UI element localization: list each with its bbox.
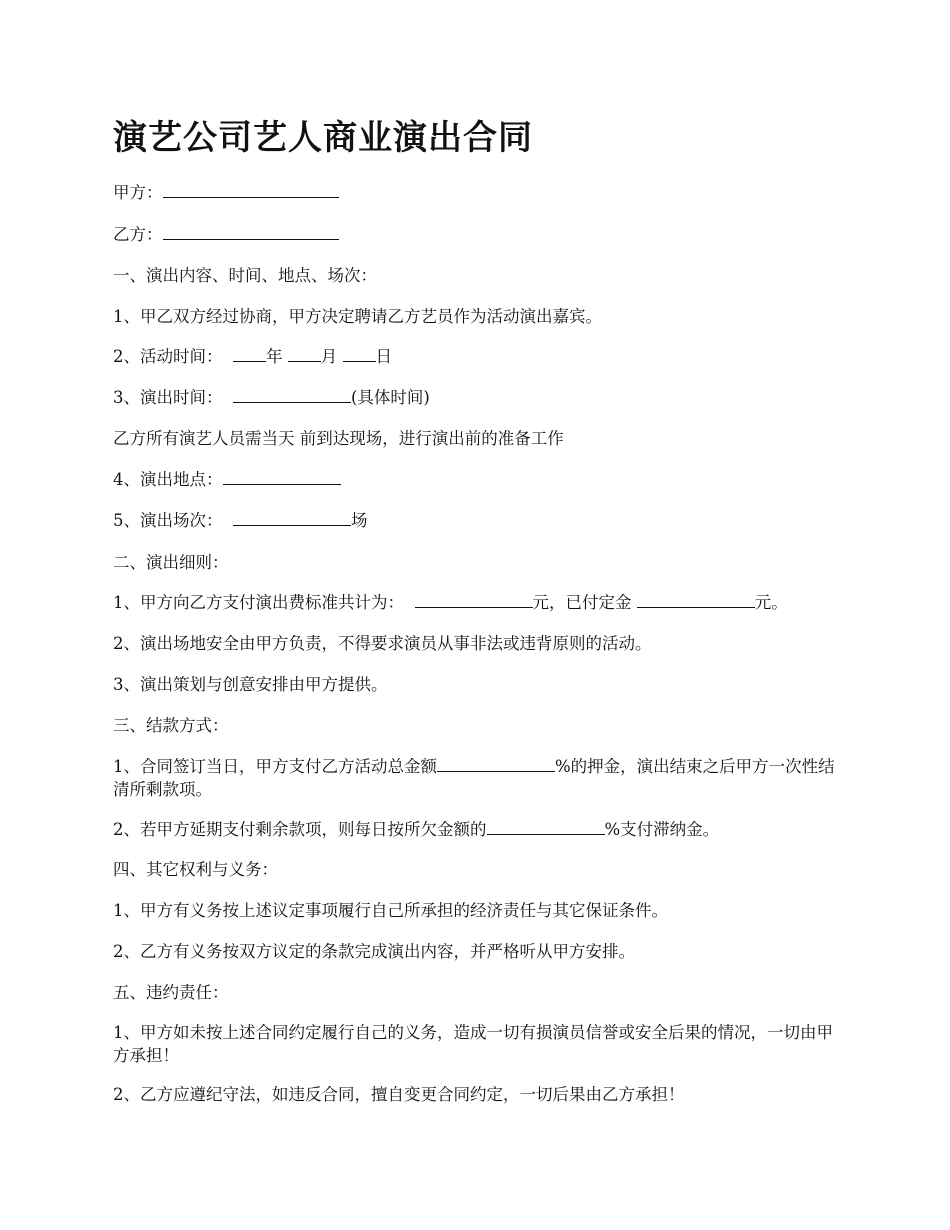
deposit-percent-pre: 1、合同签订当日，甲方支付乙方活动总金额: [113, 757, 437, 776]
sessions-suffix: 场: [351, 511, 368, 530]
party-b-label: 乙方：: [113, 225, 163, 244]
section-1-item-1: 1、甲乙双方经过协商，甲方决定聘请乙方艺员作为活动演出嘉宾。: [113, 307, 602, 326]
late-fee-blank: [487, 818, 605, 835]
day-label: 日: [375, 347, 392, 366]
performance-time-blank: [233, 386, 351, 403]
section-1-heading: 一、演出内容、时间、地点、场次：: [113, 266, 377, 285]
document-title: 演艺公司艺人商业演出合同: [113, 118, 533, 158]
party-a-label: 甲方：: [113, 183, 163, 202]
party-b-line: [113, 223, 339, 246]
deposit-percent-post: %的押金，演出结束之后甲方一次性结清所剩款项。: [113, 757, 835, 799]
day-blank: [343, 345, 376, 362]
month-blank: [288, 345, 321, 362]
party-b-blank: [163, 223, 339, 240]
deposit-blank: [637, 591, 755, 608]
fee-blank: [415, 591, 533, 608]
deposit-percent-blank: [437, 755, 555, 772]
month-label: 月: [320, 347, 338, 366]
party-a-line: [113, 181, 339, 204]
section-2-item-3: 3、演出策划与创意安排由甲方提供。: [113, 675, 388, 694]
section-2-item-1: [113, 591, 788, 614]
deposit-label: 元，已付定金: [532, 593, 632, 612]
section-1-item-3: [113, 386, 430, 409]
sessions-blank: [233, 509, 351, 526]
deposit-suffix: 元。: [754, 593, 788, 612]
party-a-blank: [163, 181, 339, 198]
late-fee-post: %支付滞纳金。: [604, 820, 720, 839]
section-1-item-5: [113, 509, 368, 532]
section-2-item-2: 2、演出场地安全由甲方负责，不得要求演员从事非法或违背原则的活动。: [113, 634, 652, 653]
sessions-label: 5、演出场次：: [113, 511, 223, 530]
section-1-item-2: [113, 345, 392, 368]
section-1-note: 乙方所有演艺人员需当天 前到达现场，进行演出前的准备工作: [113, 429, 564, 448]
section-5-item-1: 1、甲方如未按上述合同约定履行自己的义务，造成一切有损演员信誉或安全后果的情况，一切由甲方承担！: [113, 1023, 833, 1065]
performance-time-label: 3、演出时间：: [113, 388, 223, 407]
section-3-item-1: [113, 755, 843, 801]
late-fee-pre: 2、若甲方延期支付剩余款项，则每日按所欠金额的: [113, 820, 487, 839]
section-1-item-4: [113, 468, 341, 491]
section-5-heading: 五、违约责任：: [113, 983, 229, 1002]
section-5-item-2: 2、乙方应遵纪守法，如违反合同，擅自变更合同约定，一切后果由乙方承担！: [113, 1085, 685, 1104]
section-4-heading: 四、其它权利与义务：: [113, 860, 278, 879]
section-2-heading: 二、演出细则：: [113, 553, 229, 572]
performance-time-suffix: (具体时间): [351, 388, 430, 407]
year-blank: [233, 345, 266, 362]
section-3-item-2: [113, 818, 719, 841]
year-label: 年: [266, 347, 283, 366]
activity-time-label: 2、活动时间：: [113, 347, 223, 366]
fee-label: 1、甲方向乙方支付演出费标准共计为：: [113, 593, 404, 612]
venue-blank: [223, 468, 341, 485]
section-4-item-1: 1、甲方有义务按上述议定事项履行自己所承担的经济责任与其它保证条件。: [113, 901, 668, 920]
section-3-heading: 三、结款方式：: [113, 716, 229, 735]
section-4-item-2: 2、乙方有义务按双方议定的条款完成演出内容，并严格听从甲方安排。: [113, 942, 635, 961]
venue-label: 4、演出地点：: [113, 470, 223, 489]
